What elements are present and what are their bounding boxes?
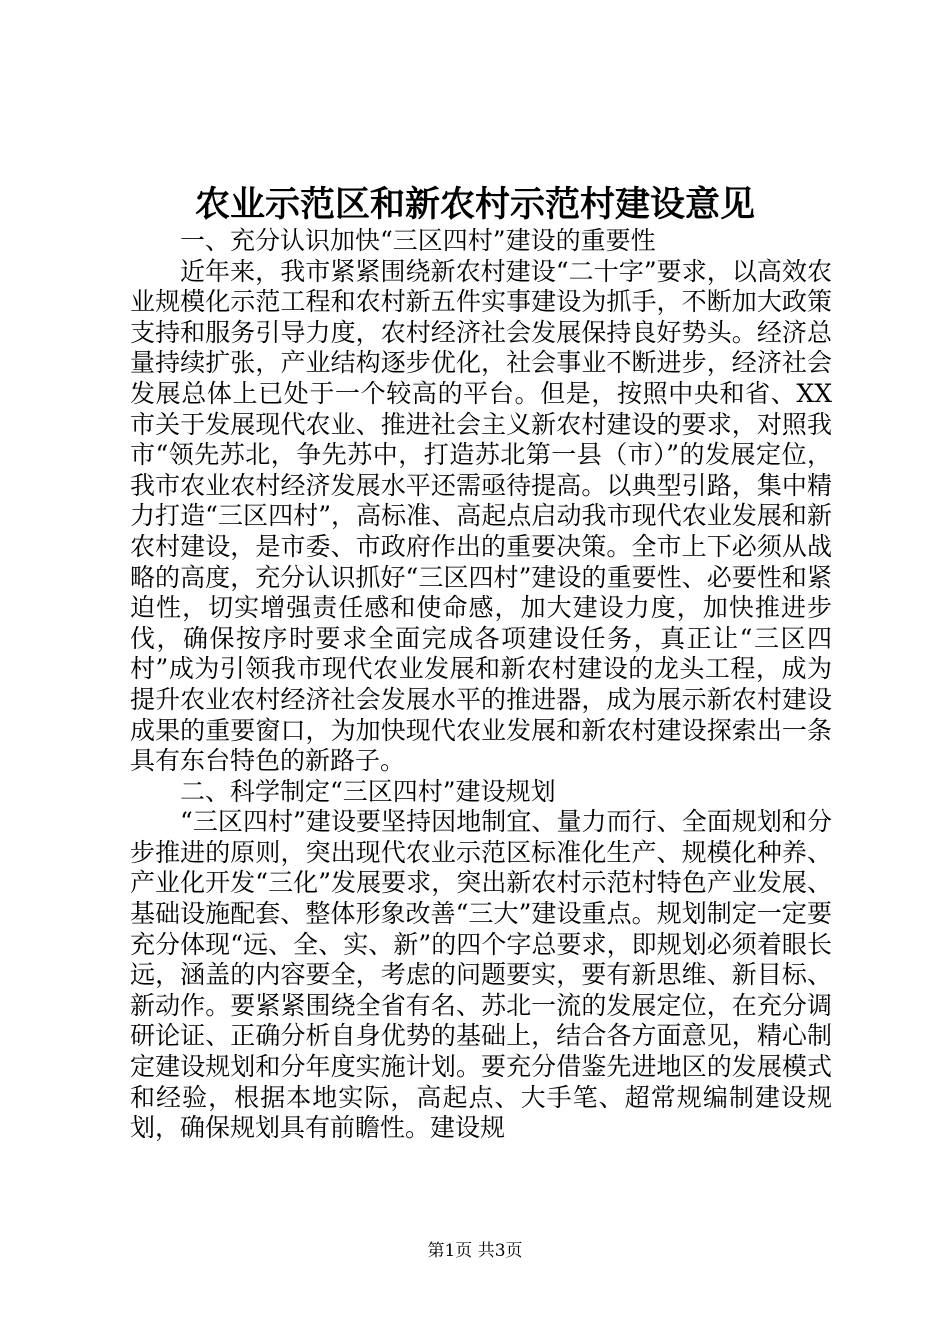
document-body <box>130 226 832 1144</box>
page-footer: 第1页 共3页 <box>427 1241 523 1261</box>
section-2-paragraph: “三区四村”建设要坚持因地制宜、量力而行、全面规划和分步推进的原则，突出现代农业示范区标准化生产、规模化种养、产业化开发“三化”发展要求，突出新农村示范村特色产业发展、基础设施配套、整体形象改善“三大”建设重点。规划制定一定要充分体现“远、全、实、新”的四个字总要求，即规划必须着眼长远，涵盖的内容要全，考虑的问题要实，要有新思维、新目标、新动作。要紧紧围绕全省有名、苏北一流的发展定位，在充分调研论证、正确分析自身优势的基础上，结合各方面意见，精心制定建设规划和分年度实施计划。要充分借鉴先进地区的发展模式和经验，根据本地实际，高起点、大手笔、超常规编制建设规划，确保规划具有前瞻性。建设规 <box>130 807 832 1143</box>
section-2-heading: 二、科学制定“三区四村”建设规划 <box>180 776 556 806</box>
section-1-heading: 一、充分认识加快“三区四村”建设的重要性 <box>180 226 656 255</box>
document-title: 农业示范区和新农村示范村建设意见 <box>194 184 755 225</box>
section-1-paragraph: 近年来，我市紧紧围绕新农村建设“二十字”要求，以高效农业规模化示范工程和农村新五件实事建设为抓手，不断加大政策支持和服务引导力度，农村经济社会发展保持良好势头。经济总量持续扩张，产业结构逐步优化，社会事业不断进步，经济社会发展总体上已处于一个较高的平台。但是，按照中央和省、XX市关于发展现代农业、推进社会主义新农村建设的要求，对照我市“领先苏北，争先苏中，打造苏北第一县（市）”的发展定位，我市农业农村经济发展水平还需亟待提高。以典型引路，集中精力打造“三区四村”，高标准、高起点启动我市现代农业发展和新农村建设，是市委、市政府作出的重要决策。全市上下必须从战略的高度，充分认识抓好“三区四村”建设的重要性、必要性和紧迫性，切实增强责任感和使命感，加大建设力度，加快推进步伐，确保按序时要求全面完成各项建设任务，真正让“三区四村”成为引领我市现代农业发展和新农村建设的龙头工程，成为提升农业农村经济社会发展水平的推进器，成为展示新农村建设成果的重要窗口，为加快现代农业发展和新农村建设探索出一条具有东台特色的新路子。 <box>130 256 832 776</box>
